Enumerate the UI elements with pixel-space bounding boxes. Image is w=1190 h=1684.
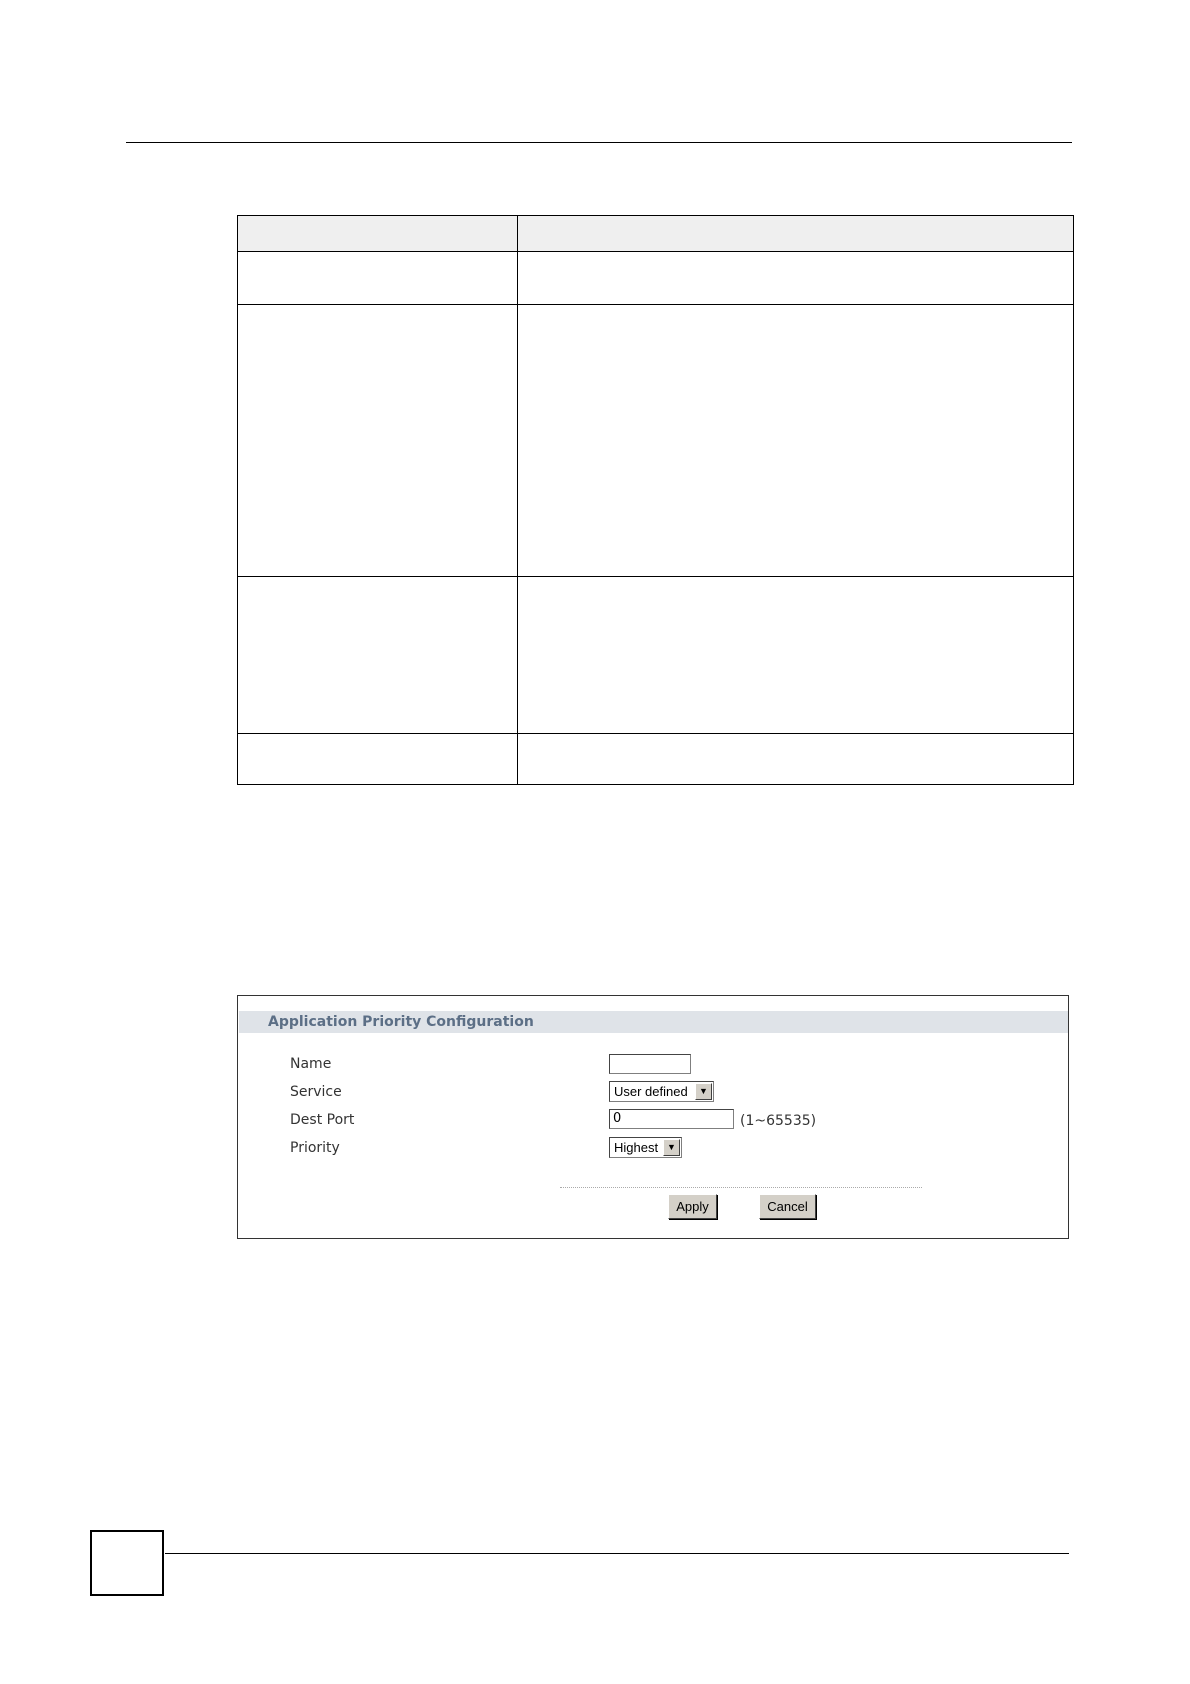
table-cell-description xyxy=(518,577,1074,734)
table-row xyxy=(238,252,1074,305)
table-header-description xyxy=(518,216,1074,252)
page-number-box xyxy=(90,1530,164,1596)
service-selected-value: User defined xyxy=(614,1084,688,1099)
name-input[interactable] xyxy=(609,1054,691,1074)
table-cell-label xyxy=(238,577,518,734)
table-cell-description xyxy=(518,305,1074,577)
priority-label: Priority xyxy=(290,1140,340,1156)
table-row xyxy=(238,734,1074,785)
panel-title: Application Priority Configuration xyxy=(239,1011,1068,1033)
button-separator xyxy=(560,1187,922,1188)
footer-rule xyxy=(165,1553,1069,1554)
table-cell-label xyxy=(238,734,518,785)
dest-port-range-hint: (1~65535) xyxy=(740,1113,817,1129)
chevron-down-icon[interactable]: ▼ xyxy=(663,1139,680,1156)
table-row xyxy=(238,305,1074,577)
priority-selected-value: Highest xyxy=(614,1140,659,1155)
table-cell-description xyxy=(518,734,1074,785)
table-header-label xyxy=(238,216,518,252)
header-rule xyxy=(126,142,1072,143)
priority-select[interactable] xyxy=(609,1137,682,1158)
dest-port-input[interactable]: 0 xyxy=(609,1109,734,1129)
table-cell-label xyxy=(238,305,518,577)
table-header-row xyxy=(238,216,1074,252)
cancel-button[interactable]: Cancel xyxy=(759,1194,816,1219)
apply-button[interactable]: Apply xyxy=(668,1194,717,1219)
service-label: Service xyxy=(290,1084,342,1100)
table-cell-label xyxy=(238,252,518,305)
field-description-table xyxy=(237,215,1074,785)
chevron-down-icon[interactable]: ▼ xyxy=(695,1083,712,1100)
table-cell-description xyxy=(518,252,1074,305)
name-label: Name xyxy=(290,1056,332,1072)
dest-port-label: Dest Port xyxy=(290,1112,355,1128)
service-select[interactable] xyxy=(609,1081,714,1102)
table-row xyxy=(238,577,1074,734)
application-priority-screenshot xyxy=(237,995,1069,1239)
